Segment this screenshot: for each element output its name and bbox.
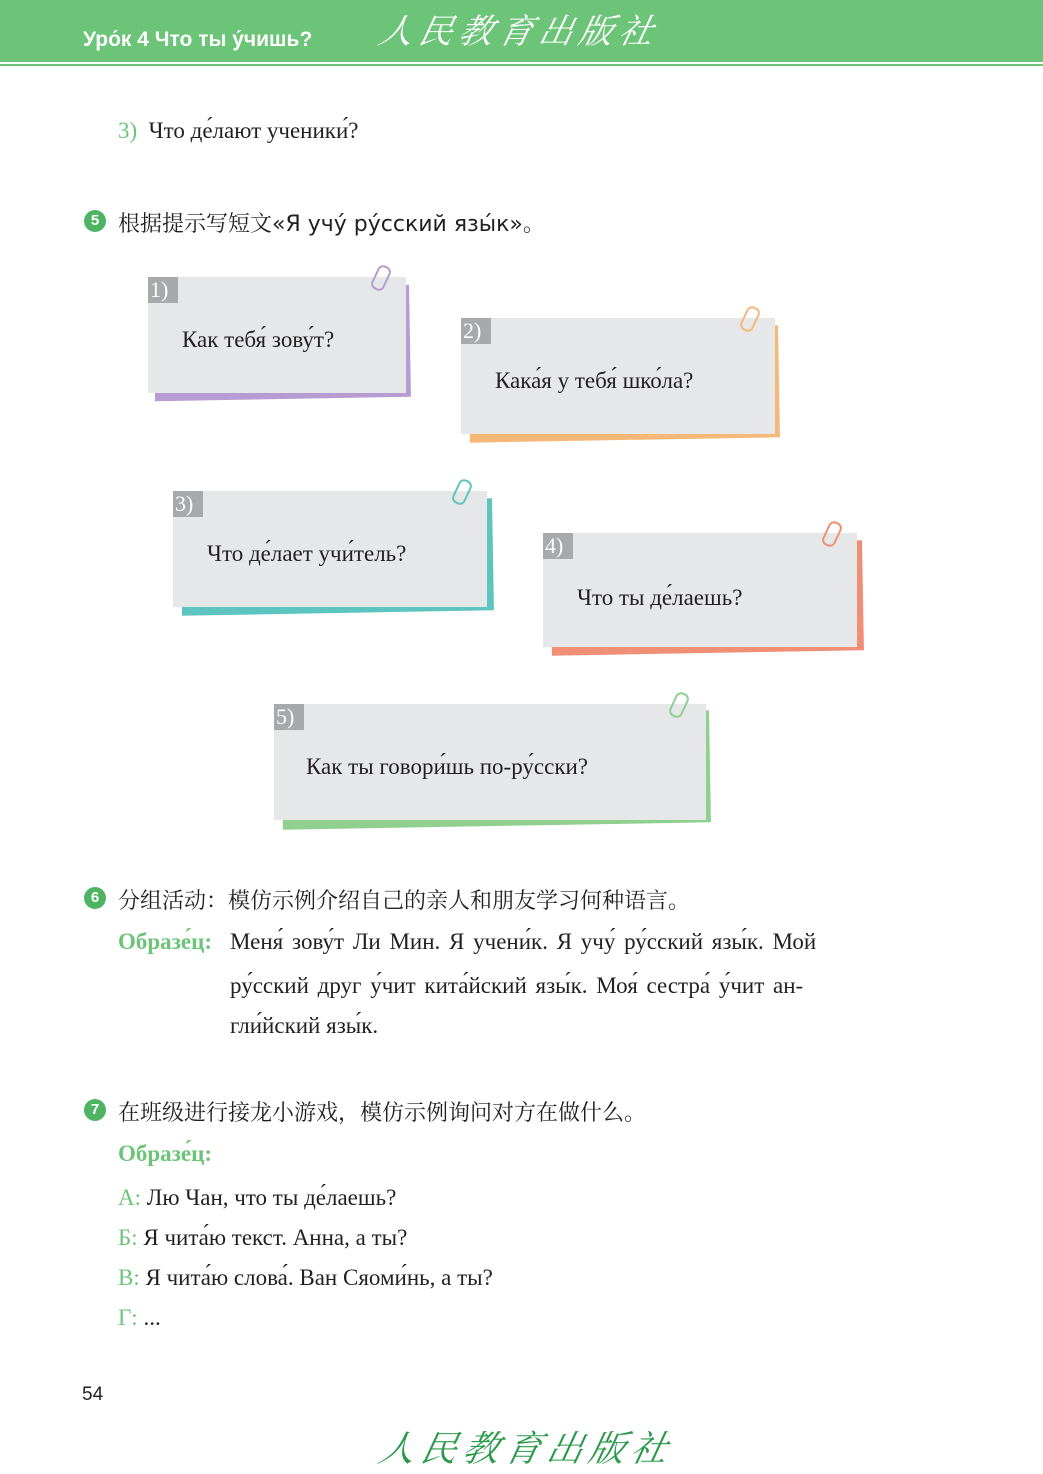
card-number: 1) [148,277,178,303]
sample-line-2: ру́сский друг у́чит кита́йский язы́к. Моя́ сестра́ у́чит ан- [230,973,804,998]
card-question: Как ты говори́шь по-ру́сски? [306,754,589,779]
publisher-logo-footer [375,1421,680,1472]
dialogue-text: ... [143,1305,161,1330]
card-question: Кака́я у тебя́ шко́ла? [495,368,694,393]
task6-instruction: 分组活动：模仿示例介绍自己的亲人和朋友学习何种语言。 [118,889,691,914]
task5-instruction: 根据提示写短文«Я учу́ ру́сский язы́к»。 [118,212,545,237]
publisher-logo-text: 人民教育出版社 [375,1429,678,1470]
sample-label: Образе́ц: [118,1141,213,1166]
card-number: 3) [173,491,203,517]
dialogue-text: Я чита́ю текст. Анна, а ты? [143,1225,408,1250]
task-number-5: 5 [84,210,106,232]
speaker-label: Г: [118,1305,138,1330]
page-number: 54 [82,1384,104,1405]
sample-line-3: гли́йский язы́к. [230,1013,379,1038]
header-divider-bottom [0,64,1043,66]
card-question: Как тебя́ зову́т? [182,327,335,352]
dialogue-line [118,1225,407,1251]
dialogue-line [118,1265,493,1291]
speaker-label: А: [118,1185,141,1210]
item-number: 3) [118,118,138,143]
card-number: 5) [274,704,304,730]
lesson-title: Уро́к 4 Что ты у́чишь? [83,28,313,51]
speaker-label: Б: [118,1225,138,1250]
publisher-logo-header [375,4,665,53]
task-number-6: 6 [84,887,106,909]
dialogue-text: Я чита́ю слова́. Ван Сяоми́нь, а ты? [145,1265,493,1290]
card-number: 2) [461,318,491,344]
sample-label: Образе́ц: [118,929,213,954]
question-item-3 [118,118,358,144]
dialogue-line [118,1185,396,1211]
task7-instruction: 在班级进行接龙小游戏，模仿示例询问对方在做什么。 [118,1101,647,1126]
dialogue-text: Лю Чан, что ты де́лаешь? [146,1185,397,1210]
item-text: Что де́лают ученики́? [148,118,359,143]
sample-line-1: Меня́ зову́т Ли Мин. Я учени́к. Я учу́ ру́сский язы́к. Мой [230,929,817,954]
card-number: 4) [543,533,573,559]
card-question: Что де́лает учи́тель? [207,541,407,566]
card-question: Что ты де́лаешь? [577,585,743,610]
publisher-logo-text: 人民教育出版社 [375,12,664,52]
speaker-label: В: [118,1265,140,1290]
dialogue-line [118,1305,161,1331]
task-number-7: 7 [84,1099,106,1121]
